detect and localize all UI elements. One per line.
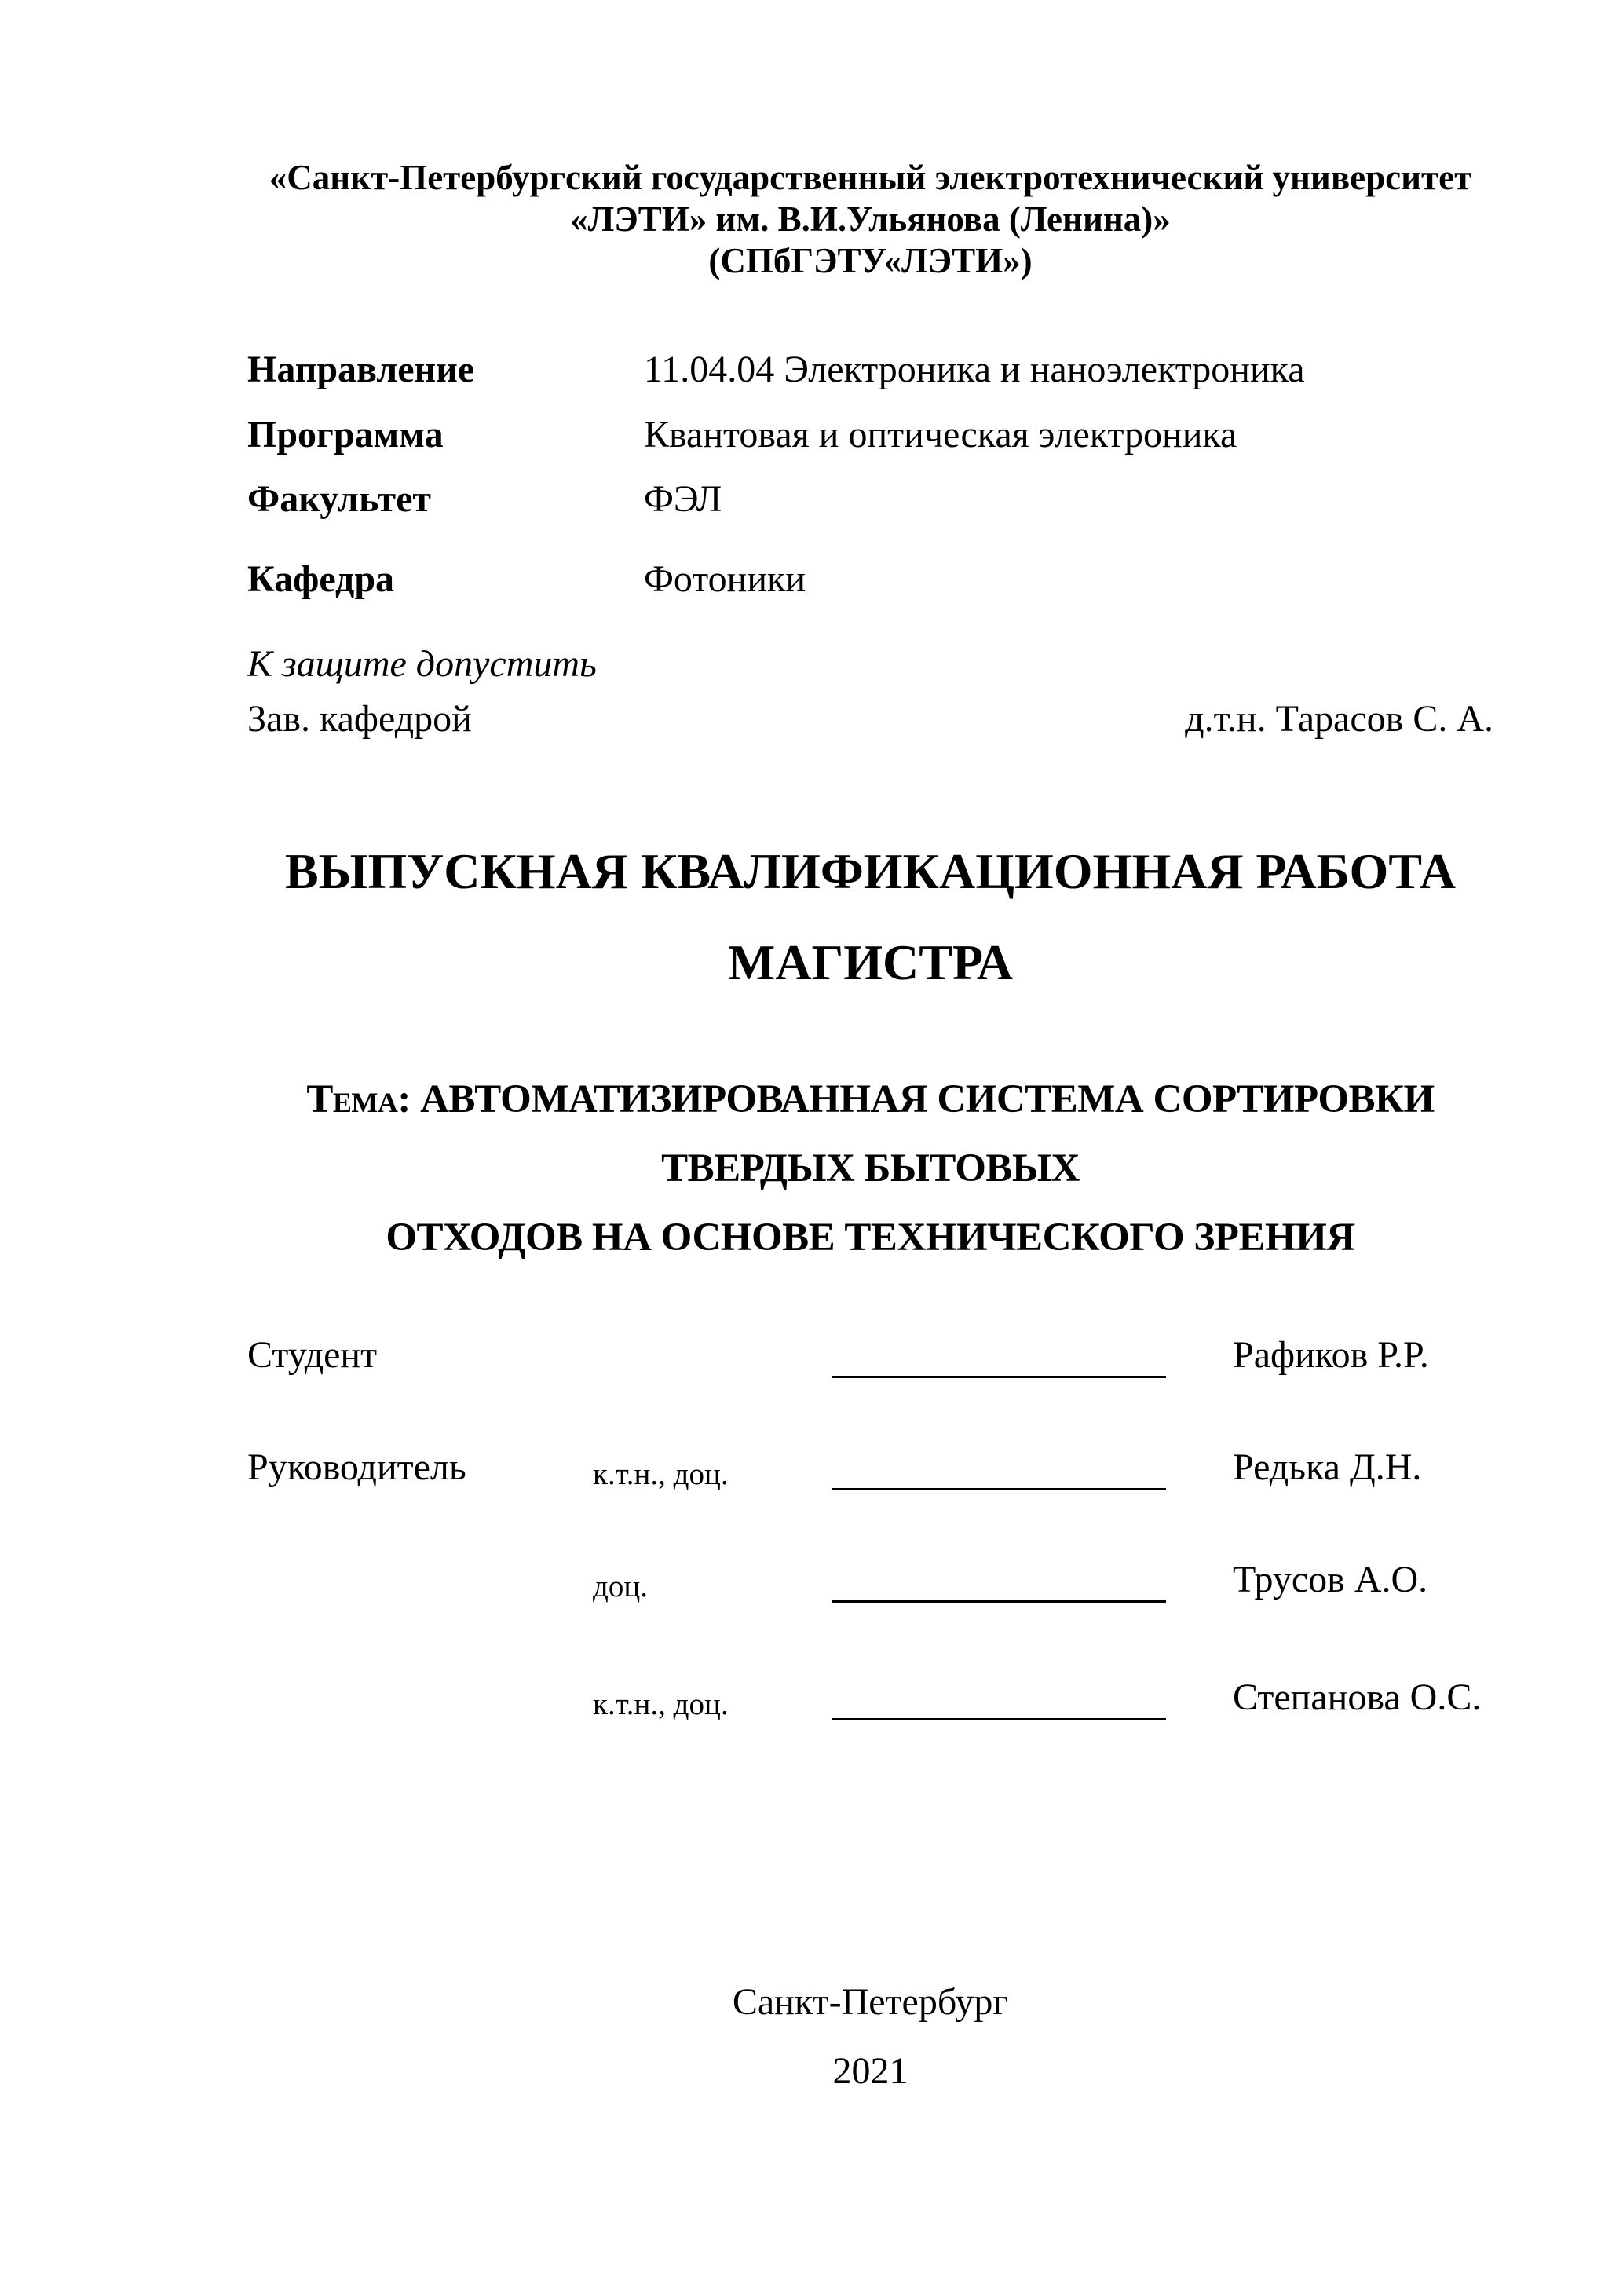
signature-name: Трусов А.О.: [1233, 1559, 1428, 1600]
field-value-department: Фотоники: [644, 558, 806, 600]
footer-city: Санкт-Петербург: [732, 1981, 1009, 2023]
field-value-direction: 11.04.04 Электроника и наноэлектроника: [644, 349, 1305, 390]
signature-line: [832, 1335, 1166, 1378]
theme-line3: ОТХОДОВ НА ОСНОВЕ ТЕХНИЧЕСКОГО ЗРЕНИЯ: [386, 1216, 1355, 1260]
signature-row-student: [247, 1335, 1493, 1390]
department-head-name: д.т.н. Тарасов С. А.: [1185, 698, 1493, 740]
department-head-label: Зав. кафедрой: [247, 698, 472, 740]
university-header: [247, 157, 1493, 282]
signature-line: [832, 1559, 1166, 1603]
university-name-line2: «ЛЭТИ» им. В.И.Ульянова (Ленина)»: [570, 199, 1171, 239]
footer-year: 2021: [832, 2050, 908, 2092]
signature-row-supervisor: [247, 1447, 1493, 1502]
field-value-program: Квантовая и оптическая электроника: [644, 414, 1237, 455]
work-title-line1: ВЫПУСКНАЯ КВАЛИФИКАЦИОННАЯ РАБОТА: [284, 843, 1457, 899]
signature-degree: к.т.н., доц.: [593, 1457, 729, 1491]
signature-row-consultant-1: [247, 1559, 1493, 1614]
work-title-line2: МАГИСТРА: [727, 934, 1014, 990]
admission-note: К защите допустить: [247, 643, 597, 685]
signature-degree: к.т.н., доц.: [593, 1687, 729, 1721]
signature-name: Рафиков Р.Р.: [1233, 1334, 1429, 1376]
field-row-program: [247, 415, 1493, 462]
field-label-department: Кафедра: [247, 558, 395, 600]
theme-label: Тема:: [306, 1077, 411, 1121]
signature-degree: доц.: [593, 1570, 648, 1603]
department-head-row: [247, 699, 1493, 740]
field-value-faculty: ФЭЛ: [644, 478, 722, 520]
theme-line1-text: АВТОМАТИЗИРОВАННАЯ СИСТЕМА СОРТИРОВКИ: [420, 1077, 1435, 1121]
field-label-direction: Направление: [247, 349, 475, 390]
university-name-line1: «Санкт-Петербургский государственный электротехнический университет: [269, 158, 1472, 197]
field-row-direction: [247, 349, 1493, 397]
theme-line2: ТВЕРДЫХ БЫТОВЫХ: [661, 1146, 1080, 1190]
field-row-faculty: [247, 479, 1493, 526]
university-name-line3: (СПбГЭТУ«ЛЭТИ»): [708, 241, 1033, 280]
field-row-department: [247, 559, 1493, 606]
signature-name: Степанова О.С.: [1233, 1676, 1482, 1718]
footer: [247, 1968, 1493, 2106]
work-title: [247, 826, 1493, 1008]
field-label-program: Программа: [247, 414, 444, 455]
signature-role: Руководитель: [247, 1446, 466, 1488]
signature-row-consultant-2: [247, 1677, 1493, 1732]
thesis-theme: [247, 1065, 1493, 1272]
theme-line1: [247, 1065, 1493, 1134]
signature-line: [832, 1677, 1166, 1720]
signature-line: [832, 1447, 1166, 1490]
field-label-faculty: Факультет: [247, 478, 431, 520]
signature-role: Студент: [247, 1334, 378, 1376]
signature-name: Редька Д.Н.: [1233, 1446, 1422, 1488]
